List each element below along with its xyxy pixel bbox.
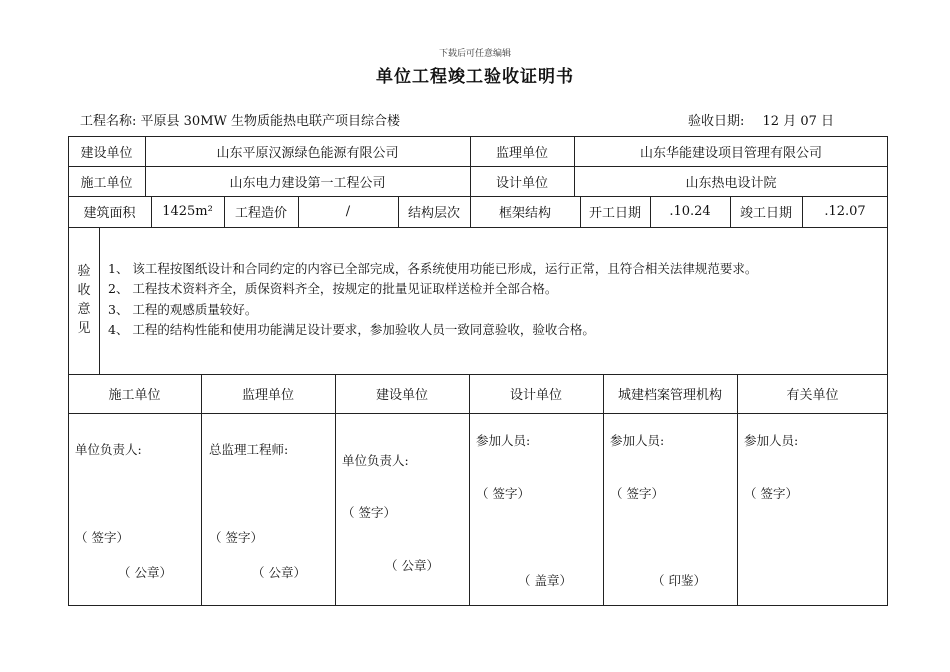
col-divider [99, 227, 100, 374]
contractor-label: 施工单位 [80, 175, 133, 191]
signatory-header: 城建档案管理机构 [617, 388, 722, 403]
area-label: 建筑面积 [83, 206, 136, 221]
opinion-item: 4、 工程的结构性能和使用功能满足设计要求，参加验收人员一致同意验收，验收合格。 [108, 322, 595, 337]
signature-placeholder: （ 签字） [75, 530, 129, 545]
structure-label: 结构层次 [407, 206, 460, 221]
cost-label: 工程造价 [234, 206, 287, 221]
contractor-value: 山东电力建设第一工程公司 [229, 175, 386, 191]
project-name-label: 工程名称: [80, 114, 137, 129]
project-name-line [80, 110, 400, 129]
designer-value: 山东热电设计院 [685, 175, 777, 191]
watermark-text: 下载后可任意编辑 [438, 49, 511, 59]
opinion-item: 1、 该工程按图纸设计和合同约定的内容已全部完成，各系统使用功能已形成，运行正常，且符合相关法律规范要求。 [108, 261, 758, 276]
start-date-value: .10.24 [669, 204, 711, 219]
end-date-value: .12.07 [824, 204, 866, 219]
seal-placeholder: （ 盖章） [518, 573, 572, 588]
supervisor-label: 监理单位 [495, 145, 548, 161]
signatory-header: 施工单位 [108, 388, 161, 403]
signatory-role: 参加人员: [610, 433, 665, 448]
acceptance-date-value: 12 月 07 日 [762, 114, 835, 129]
project-name-value: 平原县 30MW 生物质能热电联产项目综合楼 [140, 114, 401, 129]
opinion-item: 2、 工程技术资料齐全，质保资料齐全，按规定的批量见证取样送检并全部合格。 [108, 281, 558, 296]
signatory-role: 单位负责人: [75, 442, 142, 457]
seal-placeholder: （ 公章） [385, 558, 439, 573]
row-divider [68, 413, 888, 414]
seal-placeholder: （ 印鉴） [652, 573, 706, 588]
owner-label: 建设单位 [80, 145, 133, 161]
start-date-label: 开工日期 [588, 206, 641, 221]
seal-placeholder: （ 公章） [118, 565, 172, 580]
opinion-label [72, 262, 96, 338]
end-date-label: 竣工日期 [739, 206, 792, 221]
acceptance-date-line [688, 110, 834, 129]
signature-placeholder: （ 签字） [209, 530, 263, 545]
acceptance-date-label: 验收日期: [688, 114, 745, 129]
structure-value: 框架结构 [498, 206, 551, 221]
seal-placeholder: （ 公章） [252, 565, 306, 580]
area-value: 1425m² [162, 204, 213, 219]
signature-placeholder: （ 签字） [342, 505, 396, 520]
signatory-role: 总监理工程师: [209, 442, 289, 457]
signature-placeholder: （ 签字） [476, 486, 530, 501]
signatory-role: 单位负责人: [342, 453, 409, 468]
signatory-role: 参加人员: [476, 433, 531, 448]
signature-placeholder: （ 签字） [610, 486, 664, 501]
row-divider [68, 227, 888, 228]
cost-value: / [345, 204, 351, 219]
opinion-item: 3、 工程的观感质量较好。 [108, 302, 258, 317]
signatory-header: 设计单位 [509, 388, 562, 403]
designer-label: 设计单位 [495, 175, 548, 191]
signatory-header: 监理单位 [241, 388, 294, 403]
signatory-role: 参加人员: [744, 433, 799, 448]
signature-placeholder: （ 签字） [744, 486, 798, 501]
supervisor-value: 山东华能建设项目管理有限公司 [639, 145, 822, 161]
signatory-header: 建设单位 [375, 388, 428, 403]
opinion-label-text: 验收意见 [77, 264, 91, 336]
page-title: 单位工程竣工验收证明书 [376, 67, 574, 87]
owner-value: 山东平原汉源绿色能源有限公司 [216, 145, 399, 161]
signatory-header: 有关单位 [786, 388, 839, 403]
